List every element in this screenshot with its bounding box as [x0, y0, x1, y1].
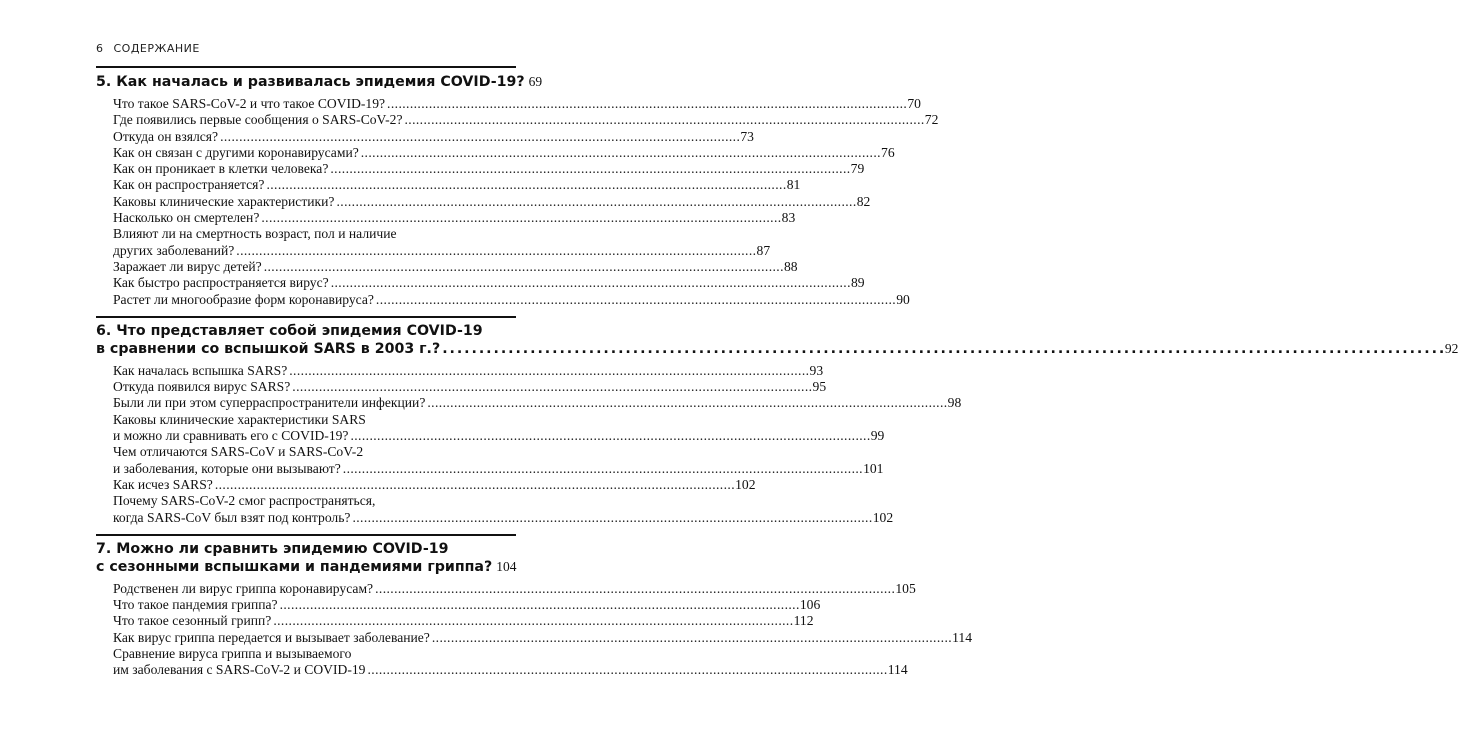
entry-line [113, 177, 801, 193]
section-title: СОДЕРЖАНИЕ [113, 42, 200, 55]
toc-entry[interactable] [113, 177, 801, 193]
dot-leader [264, 259, 782, 275]
toc-chapter [96, 316, 1458, 526]
page-number: 6 [96, 42, 104, 55]
toc-entry[interactable] [113, 444, 884, 477]
entry-text: и заболевания, которые они вызывают? [113, 460, 341, 476]
chapter-title-line[interactable] [96, 558, 516, 576]
chapter-title-line[interactable] [96, 73, 543, 91]
entry-line [113, 662, 908, 678]
entry-text: Откуда он взялся? [113, 128, 219, 144]
toc-entry[interactable] [113, 161, 865, 177]
entry-line [113, 275, 865, 291]
entry-page-number: 114 [952, 629, 973, 645]
entry-text: других заболеваний? [113, 242, 235, 258]
toc-entry-list [96, 580, 973, 679]
toc-entry[interactable] [113, 210, 796, 226]
entry-page-number: 79 [850, 161, 865, 177]
entry-text: Каковы клинические характеристики? [113, 193, 335, 209]
entry-page-number: 99 [870, 428, 885, 444]
dot-leader [236, 243, 754, 259]
dot-leader [343, 461, 861, 477]
entry-page-number: 93 [809, 362, 824, 378]
toc-entry-list [96, 96, 939, 308]
entry-page-number: 81 [786, 177, 801, 193]
entry-text: Заражает ли вирус детей? [113, 258, 262, 274]
chapter-page-number: 92 [1444, 340, 1458, 356]
entry-text: когда SARS-CoV был взят под контроль? [113, 509, 351, 525]
entry-text: Что такое пандемия гриппа? [113, 597, 278, 613]
entry-line [113, 193, 871, 210]
toc-entry[interactable] [113, 580, 916, 597]
toc-entry[interactable] [113, 193, 871, 210]
dot-leader [280, 597, 798, 613]
chapter-title-text: в сравнении со вспышкой SARS в 2003 г.? [96, 340, 441, 357]
entry-text: Каковы клинические характеристики SARS [113, 411, 366, 427]
entry-text: Как началась вспышка SARS? [113, 362, 288, 378]
dot-leader [289, 363, 807, 379]
toc-entry[interactable] [113, 613, 814, 629]
toc-entry[interactable] [113, 291, 910, 308]
entry-line [113, 112, 939, 128]
entry-text: Что такое сезонный грипп? [113, 613, 272, 629]
dot-leader [266, 177, 784, 193]
entry-text: Родственен ли вирус гриппа коронавирусам? [113, 580, 374, 596]
entry-line [113, 629, 973, 646]
chapter-title-line[interactable] [96, 541, 516, 558]
entry-page-number: 105 [895, 580, 916, 596]
toc-chapter [96, 534, 973, 679]
entry-page-number: 82 [856, 193, 871, 209]
entry-page-number: 106 [799, 597, 821, 613]
toc-entry[interactable] [113, 144, 895, 161]
dot-leader [336, 194, 854, 210]
entry-page-number: 88 [783, 258, 798, 274]
entry-line [113, 460, 884, 477]
chapter-page-number: 104 [496, 558, 517, 574]
entry-page-number: 102 [735, 476, 756, 492]
entry-line [113, 428, 885, 444]
entry-line [113, 258, 798, 275]
entry-text: Что такое SARS-CoV-2 и что такое COVID-19? [113, 96, 386, 111]
toc-chapter [96, 66, 939, 308]
entry-line [113, 395, 962, 411]
entry-line [113, 613, 814, 629]
dot-leader [375, 581, 893, 597]
chapter-rule [96, 534, 516, 536]
dot-leader [442, 341, 1443, 358]
toc-entry[interactable] [113, 96, 921, 112]
entry-text: Где появились первые сообщения о SARS-CoV-2? [113, 112, 403, 128]
entry-page-number: 72 [924, 112, 939, 128]
entry-page-number: 90 [896, 291, 910, 307]
running-head [96, 42, 200, 55]
entry-page-number: 73 [740, 128, 754, 144]
entry-text: Как он проникает в клетки человека? [113, 161, 329, 177]
toc-entry[interactable] [113, 112, 939, 128]
toc-entry[interactable] [113, 275, 865, 291]
entry-text: Как быстро распространяется вирус? [113, 275, 329, 291]
entry-text: Были ли при этом суперраспространители инфекции? [113, 395, 426, 411]
dot-leader [387, 96, 905, 112]
entry-text: Откуда появился вирус SARS? [113, 379, 291, 395]
chapter-title-line[interactable] [96, 323, 516, 340]
entry-page-number: 87 [756, 242, 771, 258]
chapter-rule [96, 316, 516, 318]
dot-leader [350, 428, 868, 444]
dot-leader [432, 630, 950, 646]
entry-text: Как он связан с другими коронавирусами? [113, 144, 359, 160]
entry-text: Как он распространяется? [113, 177, 265, 193]
dot-leader [220, 129, 738, 145]
entry-text: Почему SARS-CoV-2 смог распространяться, [113, 493, 376, 509]
entry-text: Влияют ли на смертность возраст, пол и наличие [113, 226, 397, 242]
entry-page-number: 83 [781, 210, 796, 226]
entry-line [113, 476, 756, 493]
toc-entry[interactable] [113, 493, 894, 526]
entry-text: Как исчез SARS? [113, 476, 213, 492]
dot-leader [352, 510, 870, 526]
entry-text: Насколько он смертелен? [113, 210, 260, 226]
entry-line [113, 242, 771, 259]
chapter-title-text: 5. Как началась и развивалась эпидемия COVID-19? [96, 74, 525, 90]
entry-line [113, 362, 824, 379]
dot-leader [427, 395, 945, 411]
chapter-title-line[interactable] [96, 340, 1458, 358]
entry-page-number: 76 [881, 144, 895, 160]
entry-line [113, 128, 754, 145]
toc-entry[interactable] [113, 597, 821, 613]
chapter-title-text: 6. Что представляет собой эпидемия COVID-19 [96, 322, 483, 339]
entry-text: Как вирус гриппа передается и вызывает заболевание? [113, 629, 430, 645]
entry-text: Растет ли многообразие форм коронавируса? [113, 291, 374, 307]
toc-entry[interactable] [113, 629, 973, 646]
dot-leader [273, 613, 791, 629]
dot-leader [404, 112, 922, 128]
entry-text: и можно ли сравнивать его с COVID-19? [113, 428, 349, 444]
table-of-contents [96, 66, 1458, 687]
dot-leader [376, 292, 894, 308]
entry-line [113, 597, 821, 613]
chapter-title-text: 7. Можно ли сравнить эпидемию COVID-19 [96, 540, 449, 557]
dot-leader [367, 662, 885, 678]
dot-leader [261, 210, 779, 226]
toc-entry[interactable] [113, 258, 798, 275]
dot-leader [215, 477, 733, 493]
entry-text: Чем отличаются SARS-CoV и SARS-CoV-2 [113, 444, 364, 460]
entry-line [113, 144, 895, 161]
toc-entry[interactable] [113, 411, 885, 445]
dot-leader [330, 161, 848, 177]
toc-entry[interactable] [113, 226, 771, 259]
entry-text: им заболевания с SARS-CoV-2 и COVID-19 [113, 662, 366, 678]
entry-page-number: 112 [793, 613, 814, 629]
entry-line [113, 291, 910, 308]
toc-entry[interactable] [113, 379, 827, 395]
toc-entry[interactable] [113, 476, 756, 493]
entry-page-number: 95 [812, 379, 827, 395]
toc-entry[interactable] [113, 362, 824, 379]
toc-entry[interactable] [113, 395, 962, 411]
entry-line [113, 210, 796, 226]
entry-text: Сравнение вируса гриппа и вызываемого [113, 646, 352, 662]
entry-page-number: 98 [947, 395, 962, 411]
toc-entry-list [96, 362, 962, 526]
entry-line [113, 161, 865, 177]
entry-page-number: 114 [887, 662, 908, 678]
entry-page-number: 102 [872, 509, 894, 525]
entry-line [113, 580, 916, 597]
entry-line [113, 379, 827, 395]
entry-line [113, 96, 921, 112]
dot-leader [292, 379, 810, 395]
toc-entry[interactable] [113, 646, 908, 679]
dot-leader [361, 145, 879, 161]
entry-line [113, 509, 894, 526]
entry-page-number: 70 [907, 96, 921, 111]
chapter-rule [96, 66, 516, 68]
entry-page-number: 89 [850, 275, 865, 291]
chapter-title-text: с сезонными вспышками и пандемиями гриппа? [96, 558, 493, 575]
entry-page-number: 101 [863, 460, 884, 476]
chapter-page-number: 69 [528, 74, 543, 89]
dot-leader [331, 275, 849, 291]
toc-entry[interactable] [113, 128, 754, 145]
